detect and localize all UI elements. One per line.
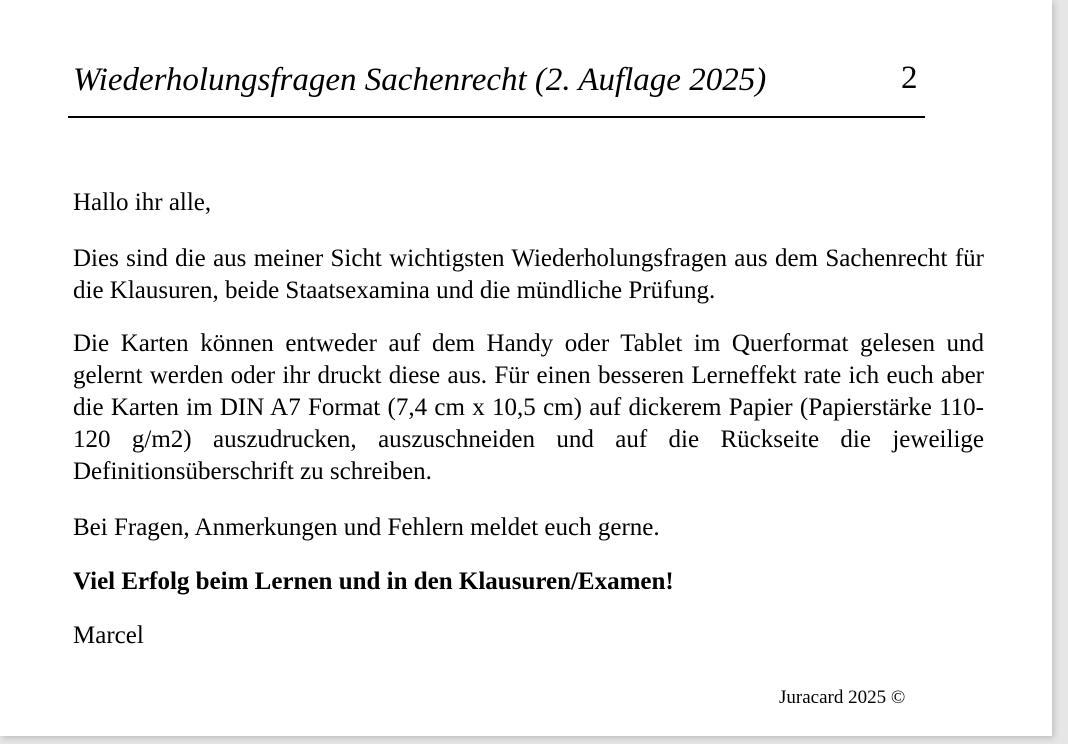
paragraph-instructions: Die Karten können entweder auf dem Handy oder Tablet im Querformat gelesen und gelernt werden oder ihr druckt diese aus. Für einen besseren Lerneffekt rate ich euch aber die Karten im DIN A7 Format (7,4 cm x 10,5 cm) auf dickerem Papier (Papierstärke 110-120 g/m2) auszudrucken, auszuschneiden und auf die Rückseite die jeweilige Definitionsüberschrift zu schreiben. [73,330,984,485]
closing-wish: Viel Erfolg beim Lernen und in den Klausuren/Examen! [73,568,674,595]
footer-copyright: Juracard 2025 © [779,687,906,708]
header-title: Wiederholungsfragen Sachenrecht (2. Auflage 2025) [73,62,767,98]
page-number: 2 [901,60,918,96]
paragraph-intro: Dies sind die aus meiner Sicht wichtigsten Wiederholungsfragen aus dem Sachenrecht für die Klausuren, beide Staatsexamina und die mündliche Prüfung. [73,245,984,304]
paragraph-feedback: Bei Fragen, Anmerkungen und Fehlern meldet euch gerne. [73,514,660,541]
greeting: Hallo ihr alle, [73,189,212,216]
page-header [68,58,925,118]
signature: Marcel [73,622,144,649]
